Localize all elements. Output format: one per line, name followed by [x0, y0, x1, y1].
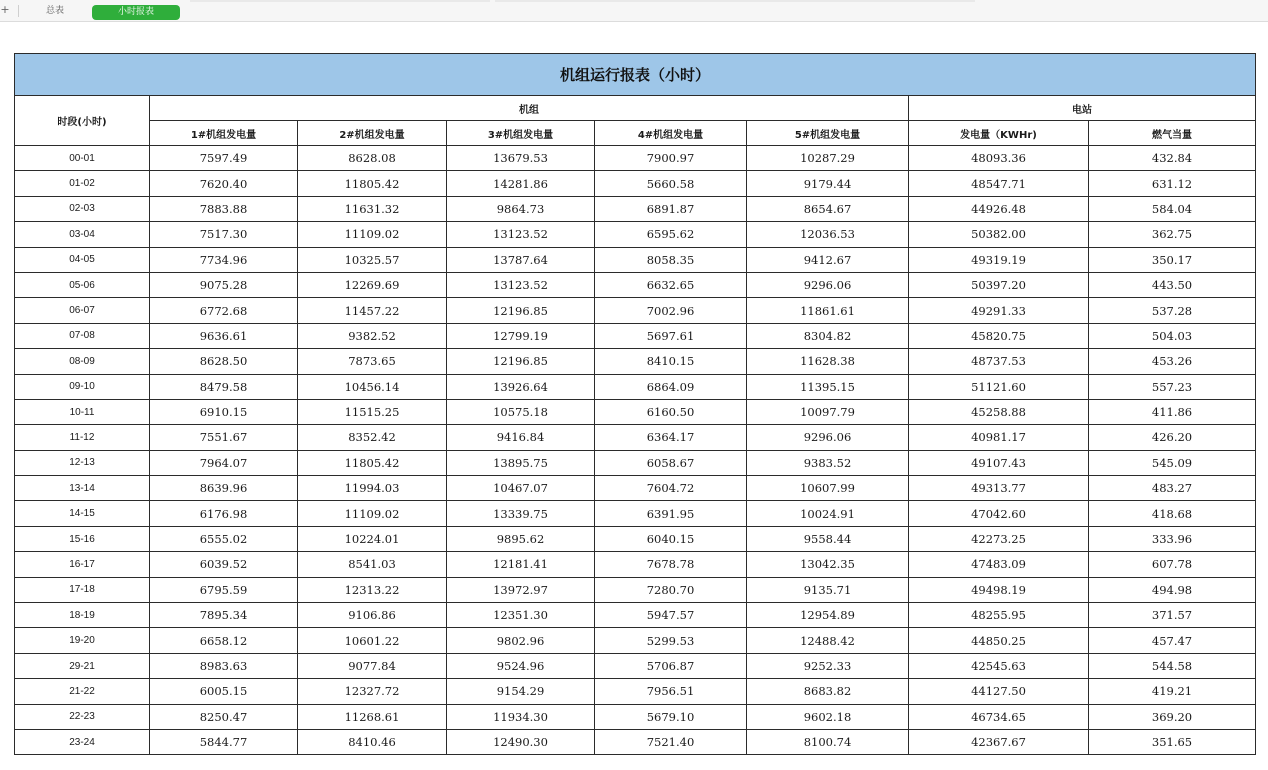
tab-bar-divider	[190, 0, 490, 2]
value-cell[interactable]: 48737.53	[909, 349, 1089, 374]
table-row	[15, 704, 1256, 729]
sheet-tab-bar	[0, 0, 1268, 22]
report-title: 机组运行报表（小时）	[15, 54, 1256, 96]
value-cell[interactable]: 6040.15	[595, 526, 747, 551]
value-cell[interactable]: 5660.58	[595, 171, 747, 196]
value-cell[interactable]: 10325.57	[298, 247, 447, 272]
value-cell[interactable]: 7280.70	[595, 577, 747, 602]
table-row	[15, 501, 1256, 526]
table-row	[15, 222, 1256, 247]
period-cell[interactable]: 17-18	[15, 577, 150, 602]
value-cell[interactable]: 49291.33	[909, 298, 1089, 323]
period-cell[interactable]: 05-06	[15, 272, 150, 297]
value-cell[interactable]: 5299.53	[595, 628, 747, 653]
value-cell[interactable]: 8304.82	[747, 323, 909, 348]
value-cell[interactable]: 6632.65	[595, 272, 747, 297]
value-cell[interactable]: 419.21	[1089, 679, 1256, 704]
table-row	[15, 653, 1256, 678]
value-cell[interactable]: 10224.01	[298, 526, 447, 551]
value-cell[interactable]: 12269.69	[298, 272, 447, 297]
value-cell[interactable]: 14281.86	[447, 171, 595, 196]
value-cell[interactable]: 9636.61	[150, 323, 298, 348]
value-cell[interactable]: 10467.07	[447, 476, 595, 501]
period-cell[interactable]: 29-21	[15, 653, 150, 678]
value-cell[interactable]: 5697.61	[595, 323, 747, 348]
table-row	[15, 399, 1256, 424]
value-cell[interactable]: 6795.59	[150, 577, 298, 602]
value-cell[interactable]: 49313.77	[909, 476, 1089, 501]
value-cell[interactable]: 11109.02	[298, 222, 447, 247]
value-cell[interactable]: 13123.52	[447, 222, 595, 247]
value-cell[interactable]: 6555.02	[150, 526, 298, 551]
period-cell[interactable]: 11-12	[15, 425, 150, 450]
value-cell[interactable]: 504.03	[1089, 323, 1256, 348]
table-row	[15, 552, 1256, 577]
value-cell[interactable]: 8983.63	[150, 653, 298, 678]
value-cell[interactable]: 49319.19	[909, 247, 1089, 272]
column-header: 发电量（KWHr)	[909, 121, 1089, 146]
value-cell[interactable]: 7964.07	[150, 450, 298, 475]
value-cell[interactable]: 44127.50	[909, 679, 1089, 704]
period-cell[interactable]: 12-13	[15, 450, 150, 475]
value-cell[interactable]: 9296.06	[747, 272, 909, 297]
value-cell[interactable]: 51121.60	[909, 374, 1089, 399]
period-cell[interactable]: 03-04	[15, 222, 150, 247]
value-cell[interactable]: 8541.03	[298, 552, 447, 577]
column-header: 1#机组发电量	[150, 121, 298, 146]
sheet-tab-summary[interactable]: 总表	[45, 6, 64, 16]
table-row	[15, 146, 1256, 171]
value-cell[interactable]: 6039.52	[150, 552, 298, 577]
value-cell[interactable]: 8479.58	[150, 374, 298, 399]
value-cell[interactable]: 9602.18	[747, 704, 909, 729]
value-cell[interactable]: 9895.62	[447, 526, 595, 551]
column-header: 3#机组发电量	[447, 121, 595, 146]
value-cell[interactable]: 10097.79	[747, 399, 909, 424]
tab-separator	[18, 5, 19, 17]
value-cell[interactable]: 11861.61	[747, 298, 909, 323]
value-cell[interactable]: 12181.41	[447, 552, 595, 577]
value-cell[interactable]: 10456.14	[298, 374, 447, 399]
period-cell[interactable]: 06-07	[15, 298, 150, 323]
value-cell[interactable]: 9135.71	[747, 577, 909, 602]
value-cell[interactable]: 7521.40	[595, 729, 747, 754]
value-cell[interactable]: 40981.17	[909, 425, 1089, 450]
value-cell[interactable]: 8250.47	[150, 704, 298, 729]
period-cell[interactable]: 16-17	[15, 552, 150, 577]
table-row	[15, 374, 1256, 399]
value-cell[interactable]: 49498.19	[909, 577, 1089, 602]
sheet-tab-hourly-report[interactable]: 小时报表	[92, 5, 180, 20]
column-header: 燃气当量	[1089, 121, 1256, 146]
period-cell[interactable]: 10-11	[15, 399, 150, 424]
value-cell[interactable]: 557.23	[1089, 374, 1256, 399]
table-row	[15, 323, 1256, 348]
value-cell[interactable]: 8628.08	[298, 146, 447, 171]
table-row	[15, 425, 1256, 450]
value-cell[interactable]: 5679.10	[595, 704, 747, 729]
value-cell[interactable]: 42545.63	[909, 653, 1089, 678]
value-cell[interactable]: 10024.91	[747, 501, 909, 526]
value-cell[interactable]: 46734.65	[909, 704, 1089, 729]
value-cell[interactable]: 10575.18	[447, 399, 595, 424]
value-cell[interactable]: 9106.86	[298, 603, 447, 628]
value-cell[interactable]: 7551.67	[150, 425, 298, 450]
period-cell[interactable]: 08-09	[15, 349, 150, 374]
value-cell[interactable]: 42273.25	[909, 526, 1089, 551]
value-cell[interactable]: 350.17	[1089, 247, 1256, 272]
value-cell[interactable]: 11631.32	[298, 196, 447, 221]
value-cell[interactable]: 351.65	[1089, 729, 1256, 754]
value-cell[interactable]: 6864.09	[595, 374, 747, 399]
period-cell[interactable]: 00-01	[15, 146, 150, 171]
table-row	[15, 526, 1256, 551]
value-cell[interactable]: 11515.25	[298, 399, 447, 424]
value-cell[interactable]: 13123.52	[447, 272, 595, 297]
table-row	[15, 729, 1256, 754]
value-cell[interactable]: 8100.74	[747, 729, 909, 754]
value-cell[interactable]: 11994.03	[298, 476, 447, 501]
value-cell[interactable]: 7873.65	[298, 349, 447, 374]
value-cell[interactable]: 5844.77	[150, 729, 298, 754]
value-cell[interactable]: 7734.96	[150, 247, 298, 272]
table-row	[15, 298, 1256, 323]
value-cell[interactable]: 11395.15	[747, 374, 909, 399]
value-cell[interactable]: 11109.02	[298, 501, 447, 526]
value-cell[interactable]: 13787.64	[447, 247, 595, 272]
period-cell[interactable]: 09-10	[15, 374, 150, 399]
period-cell[interactable]: 21-22	[15, 679, 150, 704]
value-cell[interactable]: 7900.97	[595, 146, 747, 171]
value-cell[interactable]: 607.78	[1089, 552, 1256, 577]
value-cell[interactable]: 8058.35	[595, 247, 747, 272]
period-cell[interactable]: 14-15	[15, 501, 150, 526]
period-cell[interactable]: 15-16	[15, 526, 150, 551]
station-group-header: 电站	[909, 96, 1256, 121]
value-cell[interactable]: 6772.68	[150, 298, 298, 323]
period-cell[interactable]: 19-20	[15, 628, 150, 653]
value-cell[interactable]: 411.86	[1089, 399, 1256, 424]
value-cell[interactable]: 7604.72	[595, 476, 747, 501]
value-cell[interactable]: 8628.50	[150, 349, 298, 374]
value-cell[interactable]: 11934.30	[447, 704, 595, 729]
value-cell[interactable]: 12488.42	[747, 628, 909, 653]
table-row	[15, 476, 1256, 501]
value-cell[interactable]: 371.57	[1089, 603, 1256, 628]
add-sheet-icon[interactable]: +	[0, 3, 10, 16]
tab-bar-divider	[495, 0, 975, 2]
value-cell[interactable]: 443.50	[1089, 272, 1256, 297]
value-cell[interactable]: 12313.22	[298, 577, 447, 602]
value-cell[interactable]: 6058.67	[595, 450, 747, 475]
period-cell[interactable]: 23-24	[15, 729, 150, 754]
value-cell[interactable]: 453.26	[1089, 349, 1256, 374]
value-cell[interactable]: 7956.51	[595, 679, 747, 704]
value-cell[interactable]: 333.96	[1089, 526, 1256, 551]
value-cell[interactable]: 6391.95	[595, 501, 747, 526]
value-cell[interactable]: 9802.96	[447, 628, 595, 653]
value-cell[interactable]: 13339.75	[447, 501, 595, 526]
value-cell[interactable]: 44926.48	[909, 196, 1089, 221]
value-cell[interactable]: 9383.52	[747, 450, 909, 475]
value-cell[interactable]: 48093.36	[909, 146, 1089, 171]
value-cell[interactable]: 13926.64	[447, 374, 595, 399]
value-cell[interactable]: 7883.88	[150, 196, 298, 221]
value-cell[interactable]: 6005.15	[150, 679, 298, 704]
value-cell[interactable]: 6176.98	[150, 501, 298, 526]
value-cell[interactable]: 12490.30	[447, 729, 595, 754]
units-group-header: 机组	[150, 96, 909, 121]
value-cell[interactable]: 9412.67	[747, 247, 909, 272]
value-cell[interactable]: 11628.38	[747, 349, 909, 374]
value-cell[interactable]: 44850.25	[909, 628, 1089, 653]
value-cell[interactable]: 418.68	[1089, 501, 1256, 526]
value-cell[interactable]: 48255.95	[909, 603, 1089, 628]
table-row	[15, 247, 1256, 272]
value-cell[interactable]: 584.04	[1089, 196, 1256, 221]
value-cell[interactable]: 631.12	[1089, 171, 1256, 196]
column-header: 4#机组发电量	[595, 121, 747, 146]
table-row	[15, 679, 1256, 704]
value-cell[interactable]: 42367.67	[909, 729, 1089, 754]
value-cell[interactable]: 8683.82	[747, 679, 909, 704]
value-cell[interactable]: 6910.15	[150, 399, 298, 424]
value-cell[interactable]: 6891.87	[595, 196, 747, 221]
table-row	[15, 171, 1256, 196]
value-cell[interactable]: 7597.49	[150, 146, 298, 171]
value-cell[interactable]: 10607.99	[747, 476, 909, 501]
table-row	[15, 349, 1256, 374]
table-row	[15, 196, 1256, 221]
value-cell[interactable]: 9296.06	[747, 425, 909, 450]
value-cell[interactable]: 50382.00	[909, 222, 1089, 247]
value-cell[interactable]: 11805.42	[298, 450, 447, 475]
column-header: 2#机组发电量	[298, 121, 447, 146]
value-cell[interactable]: 432.84	[1089, 146, 1256, 171]
value-cell[interactable]: 11268.61	[298, 704, 447, 729]
value-cell[interactable]: 369.20	[1089, 704, 1256, 729]
period-cell[interactable]: 07-08	[15, 323, 150, 348]
value-cell[interactable]: 9154.29	[447, 679, 595, 704]
value-cell[interactable]: 48547.71	[909, 171, 1089, 196]
table-row	[15, 577, 1256, 602]
value-cell[interactable]: 545.09	[1089, 450, 1256, 475]
value-cell[interactable]: 12196.85	[447, 349, 595, 374]
value-cell[interactable]: 13972.97	[447, 577, 595, 602]
value-cell[interactable]: 9524.96	[447, 653, 595, 678]
period-cell[interactable]: 22-23	[15, 704, 150, 729]
value-cell[interactable]: 7678.78	[595, 552, 747, 577]
value-cell[interactable]: 494.98	[1089, 577, 1256, 602]
value-cell[interactable]: 537.28	[1089, 298, 1256, 323]
value-cell[interactable]: 7620.40	[150, 171, 298, 196]
report-body	[15, 146, 1256, 755]
value-cell[interactable]: 6160.50	[595, 399, 747, 424]
value-cell[interactable]: 45820.75	[909, 323, 1089, 348]
value-cell[interactable]: 11457.22	[298, 298, 447, 323]
period-cell[interactable]: 04-05	[15, 247, 150, 272]
value-cell[interactable]: 5947.57	[595, 603, 747, 628]
value-cell[interactable]: 544.58	[1089, 653, 1256, 678]
value-cell[interactable]: 8410.15	[595, 349, 747, 374]
value-cell[interactable]: 6595.62	[595, 222, 747, 247]
value-cell[interactable]: 49107.43	[909, 450, 1089, 475]
value-cell[interactable]: 12351.30	[447, 603, 595, 628]
value-cell[interactable]: 9416.84	[447, 425, 595, 450]
value-cell[interactable]: 9558.44	[747, 526, 909, 551]
value-cell[interactable]: 8410.46	[298, 729, 447, 754]
value-cell[interactable]: 13042.35	[747, 552, 909, 577]
period-cell[interactable]: 13-14	[15, 476, 150, 501]
column-header: 5#机组发电量	[747, 121, 909, 146]
value-cell[interactable]: 13679.53	[447, 146, 595, 171]
value-cell[interactable]: 13895.75	[447, 450, 595, 475]
period-header: 时段(小时)	[15, 96, 150, 146]
value-cell[interactable]: 7895.34	[150, 603, 298, 628]
value-cell[interactable]: 9179.44	[747, 171, 909, 196]
table-row	[15, 272, 1256, 297]
value-cell[interactable]: 12036.53	[747, 222, 909, 247]
table-row	[15, 603, 1256, 628]
value-cell[interactable]: 12196.85	[447, 298, 595, 323]
value-cell[interactable]: 47483.09	[909, 552, 1089, 577]
value-cell[interactable]: 47042.60	[909, 501, 1089, 526]
value-cell[interactable]: 426.20	[1089, 425, 1256, 450]
value-cell[interactable]: 12327.72	[298, 679, 447, 704]
value-cell[interactable]: 7002.96	[595, 298, 747, 323]
value-cell[interactable]: 12954.89	[747, 603, 909, 628]
value-cell[interactable]: 8352.42	[298, 425, 447, 450]
value-cell[interactable]: 11805.42	[298, 171, 447, 196]
value-cell[interactable]: 9382.52	[298, 323, 447, 348]
value-cell[interactable]: 12799.19	[447, 323, 595, 348]
value-cell[interactable]: 50397.20	[909, 272, 1089, 297]
value-cell[interactable]: 6364.17	[595, 425, 747, 450]
table-row	[15, 450, 1256, 475]
hourly-report-table	[14, 53, 1256, 755]
value-cell[interactable]: 45258.88	[909, 399, 1089, 424]
value-cell[interactable]: 9864.73	[447, 196, 595, 221]
value-cell[interactable]: 9075.28	[150, 272, 298, 297]
value-cell[interactable]: 10601.22	[298, 628, 447, 653]
value-cell[interactable]: 8654.67	[747, 196, 909, 221]
value-cell[interactable]: 9252.33	[747, 653, 909, 678]
value-cell[interactable]: 10287.29	[747, 146, 909, 171]
value-cell[interactable]: 6658.12	[150, 628, 298, 653]
period-cell[interactable]: 18-19	[15, 603, 150, 628]
period-cell[interactable]: 01-02	[15, 171, 150, 196]
value-cell[interactable]: 7517.30	[150, 222, 298, 247]
value-cell[interactable]: 457.47	[1089, 628, 1256, 653]
period-cell[interactable]: 02-03	[15, 196, 150, 221]
value-cell[interactable]: 5706.87	[595, 653, 747, 678]
value-cell[interactable]: 362.75	[1089, 222, 1256, 247]
table-row	[15, 628, 1256, 653]
value-cell[interactable]: 8639.96	[150, 476, 298, 501]
value-cell[interactable]: 483.27	[1089, 476, 1256, 501]
value-cell[interactable]: 9077.84	[298, 653, 447, 678]
